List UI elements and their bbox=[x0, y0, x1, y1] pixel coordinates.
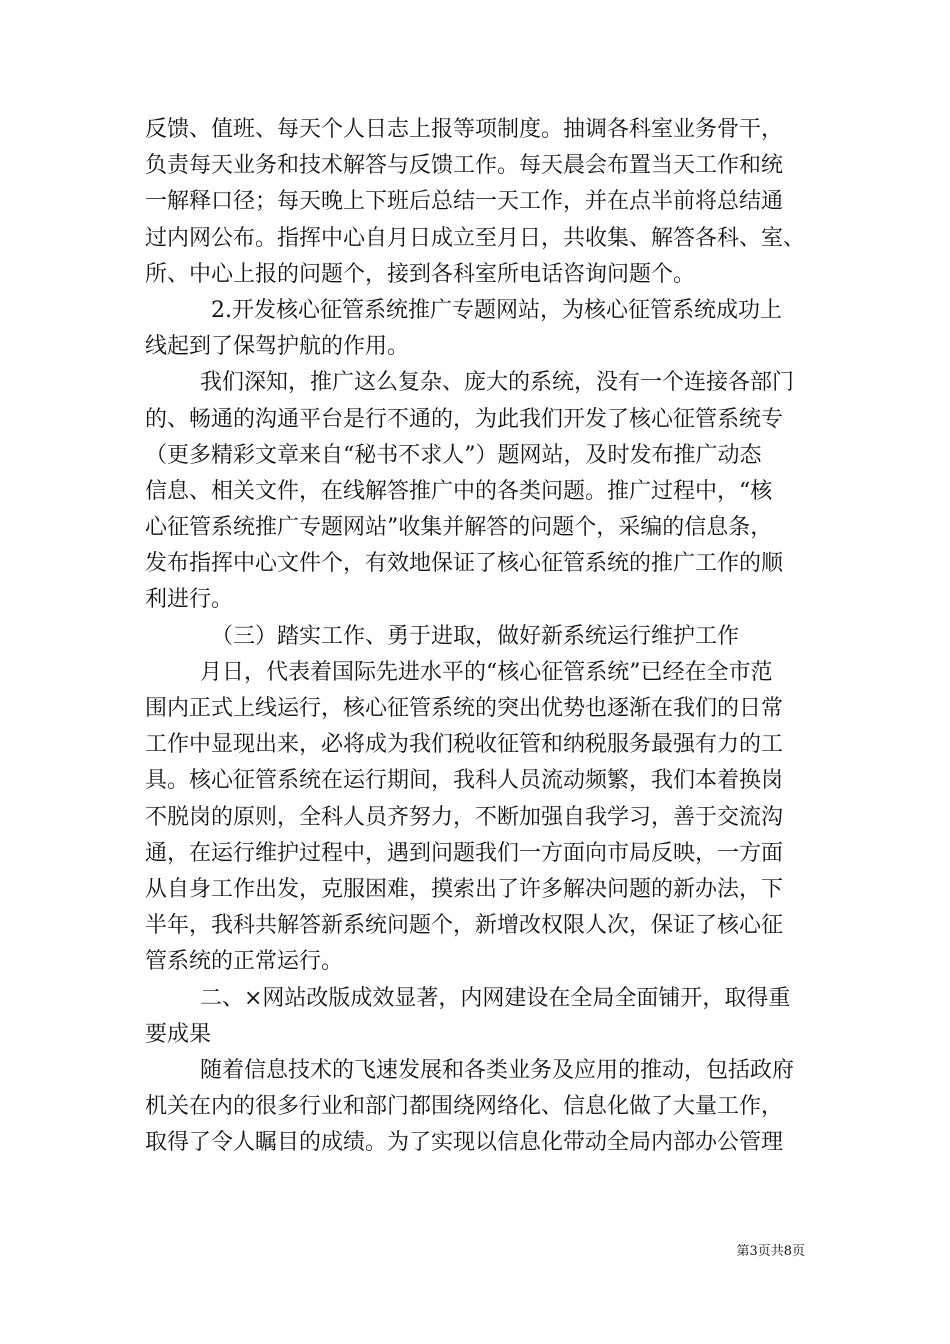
text-line: 半年，我科共解答新系统问题个，新增改权限人次，保证了核心征 bbox=[145, 913, 784, 939]
text-line: 围内正式上线运行，核心征管系统的突出优势也逐渐在我们的日常 bbox=[145, 696, 784, 721]
section-heading: （三）踏实工作、勇于进取，做好新系统运行维护工作 bbox=[211, 623, 740, 649]
text-line: 通，在运行维护过程中，遇到问题我们一方面向市局反映，一方面 bbox=[145, 840, 784, 866]
page-number: 第3页共8页 bbox=[736, 1244, 805, 1259]
text-line: 工作中显现出来，必将成为我们税收征管和纳税服务最强有力的工 bbox=[145, 732, 784, 758]
text-line: 从自身工作出发，克服困难，摸索出了许多解决问题的新办法，下 bbox=[145, 876, 784, 902]
text-line: （更多精彩文章来自“秘书不求人”）题网站，及时发布推广动态 bbox=[145, 442, 762, 468]
text-line: 不脱岗的原则，全科人员齐努力，不断加强自我学习，善于交流沟 bbox=[145, 804, 784, 830]
text-line: 利进行。 bbox=[145, 587, 234, 613]
text-line: 机关在内的很多行业和部门都围绕网络化、信息化做了大量工作， bbox=[145, 1094, 784, 1120]
paragraph-start: 随着信息技术的飞速发展和各类业务及应用的推动，包括政府 bbox=[200, 1057, 795, 1083]
section-heading: 2.开发核心征管系统推广专题网站，为核心征管系统成功上 bbox=[211, 297, 782, 323]
text-line: 发布指挥中心文件个，有效地保证了核心征管系统的推广工作的顺 bbox=[145, 551, 784, 577]
paragraph-start: 月日，代表着国际先进水平的“核心征管系统”已经在全市范 bbox=[200, 659, 773, 685]
text-line: 线起到了保驾护航的作用。 bbox=[145, 334, 410, 360]
body-text bbox=[145, 112, 825, 1161]
text-line: 一解释口径；每天晚上下班后总结一天工作，并在点半前将总结通 bbox=[145, 189, 784, 215]
text-line: 管系统的正常运行。 bbox=[145, 949, 344, 975]
text-line: 要成果 bbox=[145, 1021, 212, 1047]
text-line: 取得了令人瞩目的成绩。为了实现以信息化带动全局内部办公管理 bbox=[145, 1130, 784, 1156]
text-line: 的、畅通的沟通平台是行不通的，为此我们开发了核心征管系统专 bbox=[145, 406, 784, 432]
text-line: 负责每天业务和技术解答与反馈工作。每天晨会布置当天工作和统 bbox=[145, 153, 784, 179]
text-line: 反馈、值班、每天个人日志上报等项制度。抽调各科室业务骨干， bbox=[145, 117, 784, 142]
section-heading: 二、×网站改版成效显著，内网建设在全局全面铺开，取得重 bbox=[200, 985, 791, 1011]
paragraph-start: 我们深知，推广这么复杂、庞大的系统，没有一个连接各部门 bbox=[200, 370, 795, 396]
text-line: 过内网公布。指挥中心自月日成立至月日，共收集、解答各科、室、 bbox=[145, 225, 806, 251]
text-line: 信息、相关文件，在线解答推广中的各类问题。推广过程中，“核 bbox=[145, 478, 773, 504]
text-line: 心征管系统推广专题网站”收集并解答的问题个，采编的信息条， bbox=[145, 515, 773, 541]
text-line: 具。核心征管系统在运行期间，我科人员流动频繁，我们本着换岗 bbox=[145, 768, 784, 794]
text-line: 所、中心上报的问题个，接到各科室所电话咨询问题个。 bbox=[145, 261, 696, 287]
